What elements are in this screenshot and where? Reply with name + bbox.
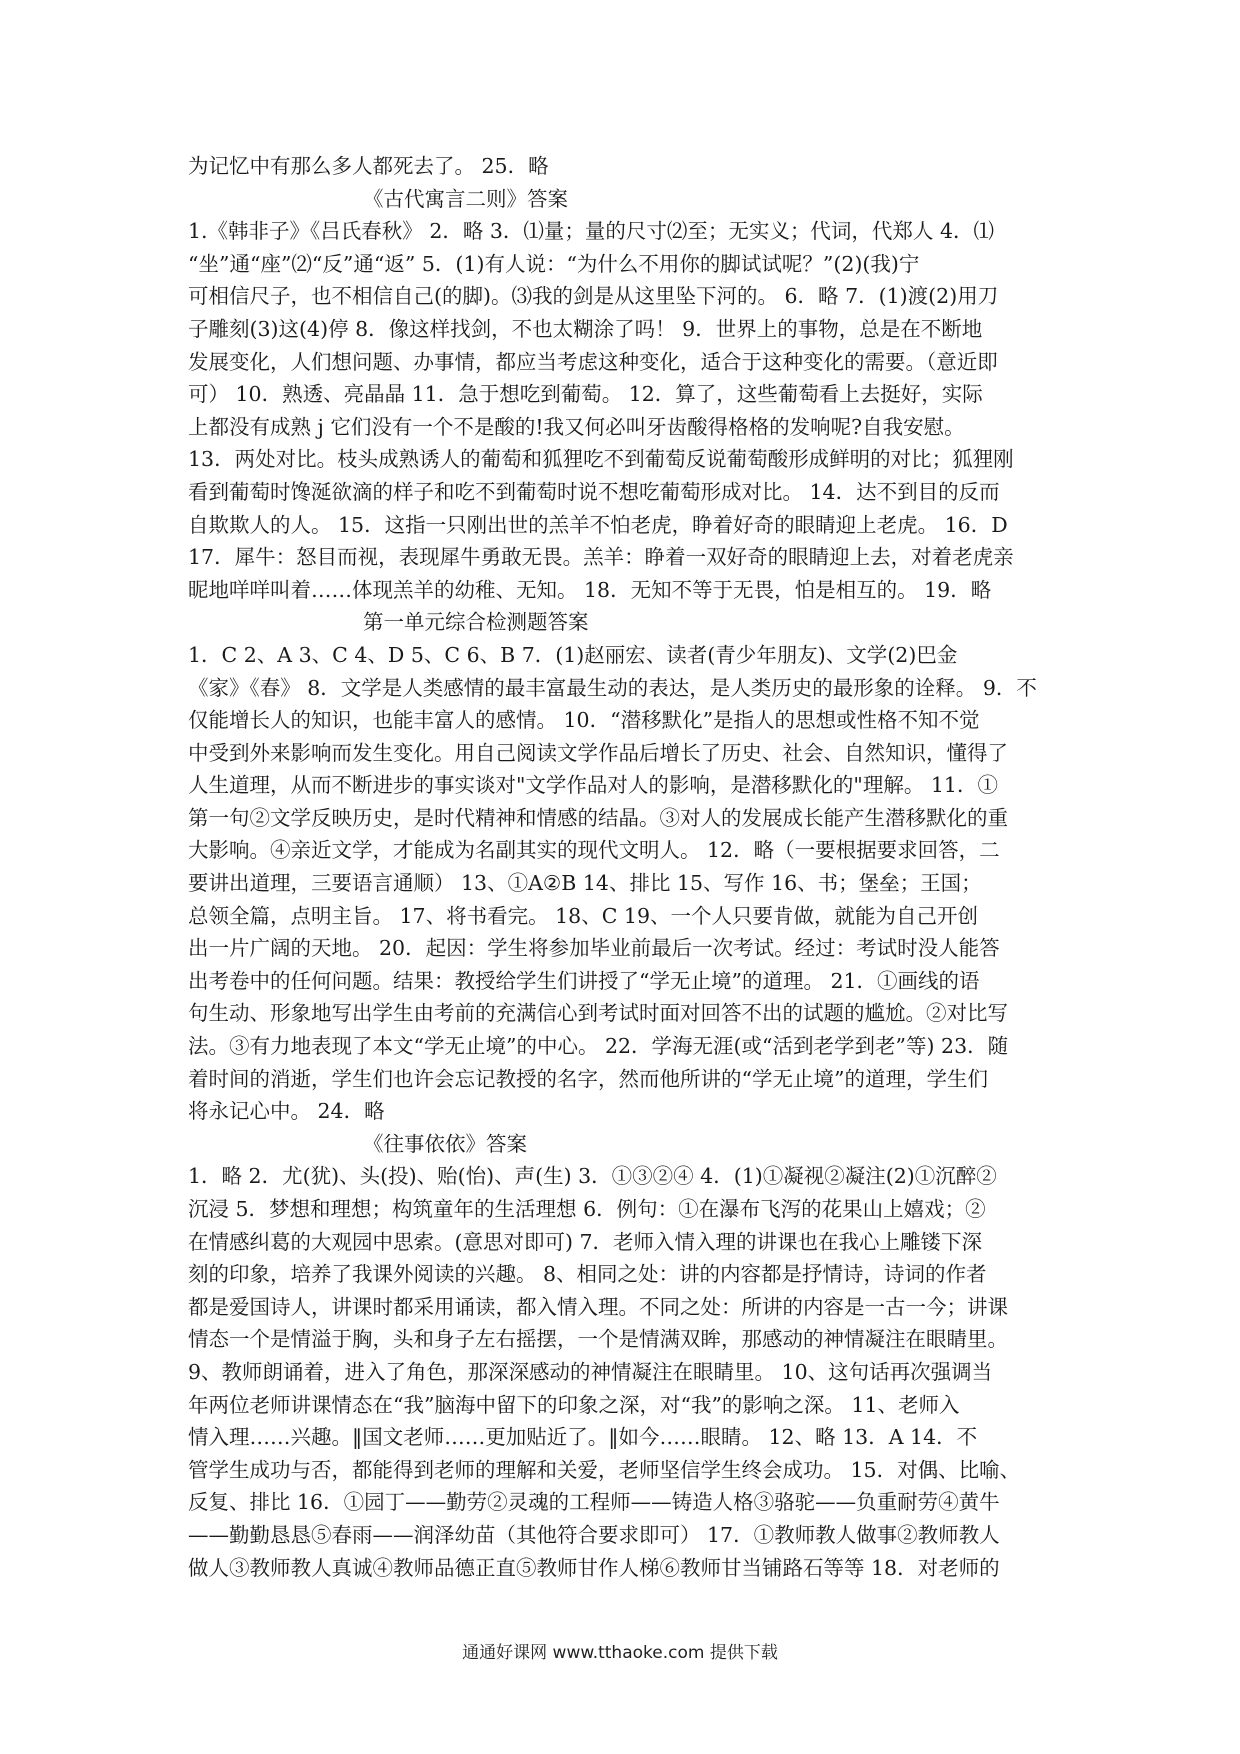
text-line: 反复、排比 16．①园丁——勤劳②灵魂的工程师——铸造人格③骆驼——负重耐劳④黄牛 (188, 1490, 1000, 1515)
text-line: 为记忆中有那么多人都死去了。 25．略 (188, 154, 549, 178)
text-line: 年两位老师讲课情态在“我”脑海中留下的印象之深，对“我”的影响之深。 11、老师入 (188, 1392, 960, 1417)
text-line: 1．略 2．尤(犹)、头(投)、贻(怡)、声(生) 3．①③②④ 4．(1)①凝视②凝注(2)①沉醉② (188, 1164, 997, 1189)
text-line: 9、教师朗诵着，进入了角色，那深深感动的神情凝注在眼睛里。 10、这句话再次强调当 (188, 1359, 993, 1384)
text-line: 第一句②文学反映历史，是时代精神和情感的结晶。③对人的发展成长能产生潜移默化的重 (188, 805, 1008, 830)
text-line: 人生道理，从而不断进步的事实谈对"文学作品对人的影响，是潜移默化的"理解。 11．① (188, 773, 998, 798)
text-line: 出一片广阔的天地。 20．起因：学生将参加毕业前最后一次考试。经过：考试时没人能答 (188, 936, 1000, 961)
text-line: 中受到外来影响而发生变化。用自己阅读文学作品后增长了历史、社会、自然知识，懂得了 (188, 740, 1008, 765)
text-line: 情入理……兴趣。‖国文老师……更加贴近了。‖如今……眼睛。 12、略 13．A 14．不 (188, 1425, 978, 1450)
text-line: 昵地咩咩叫着……体现羔羊的幼稚、无知。 18．无知不等于无畏，怕是相互的。 19．略 (188, 577, 992, 602)
text-line: 《家》《春》 8．文学是人类感情的最丰富最生动的表达，是人类历史的最形象的诠释。 9．不 (188, 675, 1037, 700)
text-line: 情态一个是情溢于胸，头和身子左右摇摆，一个是情满双眸，那感动的神情凝注在眼睛里。 (188, 1327, 1008, 1352)
text-line: 着时间的消逝，学生们也许会忘记教授的名字，然而他所讲的“学无止境”的道理，学生们 (188, 1066, 988, 1091)
section-heading: 第一单元综合检测题答案 (363, 610, 589, 635)
text-line: 上都没有成熟 j 它们没有一个不是酸的!我又何必叫牙齿酸得格格的发响呢?自我安慰。 (188, 414, 965, 439)
text-line: 出考卷中的任何问题。结果：教授给学生们讲授了“学无止境”的道理。 21．①画线的语 (188, 968, 980, 993)
text-line: 大影响。④亲近文学，才能成为名副其实的现代文明人。 12．略（一要根据要求回答，二 (188, 838, 1000, 863)
text-line: 在情感纠葛的大观园中思索。(意思对即可) 7．老师入情入理的讲课也在我心上雕镂下深 (188, 1229, 983, 1254)
text-line: 仅能增长人的知识，也能丰富人的感情。 10．“潜移默化”是指人的思想或性格不知不觉 (188, 708, 980, 733)
text-line: 都是爱国诗人，讲课时都采用诵读，都入情入理。不同之处：所讲的内容是一古一今；讲课 (188, 1294, 1008, 1319)
text-line: 子雕刻(3)这(4)停 8．像这样找剑，不也太糊涂了吗！ 9．世界上的事物，总是在不断地 (188, 316, 983, 341)
text-line: 自欺欺人的人。 15．这指一只刚出世的羔羊不怕老虎，睁着好奇的眼睛迎上老虎。 16．D (188, 512, 1008, 537)
text-line: 句生动、形象地写出学生由考前的充满信心到考试时面对回答不出的试题的尴尬。②对比写 (188, 1001, 1008, 1026)
text-line: 刻的印象，培养了我课外阅读的兴趣。 8、相同之处：讲的内容都是抒情诗，诗词的作者 (188, 1262, 987, 1287)
text-line: 将永记心中。 24．略 (188, 1099, 385, 1124)
text-line: 13．两处对比。枝头成熟诱人的葡萄和狐狸吃不到葡萄反说葡萄酸形成鲜明的对比；狐狸刚 (188, 447, 1014, 472)
text-line: 1.《韩非子》《吕氏春秋》 2．略 3．⑴量；量的尺寸⑵至；无实义；代词，代郑人 4．⑴ (188, 219, 994, 244)
text-line: 可相信尺子，也不相信自己(的脚)。⑶我的剑是从这里坠下河的。 6．略 7．(1)渡(2)用刀 (188, 284, 999, 309)
footer-credit: 通通好课网 www.tthaoke.com 提供下载 (462, 1643, 778, 1663)
text-line: 1．C 2、A 3、C 4、D 5、C 6、B 7．(1)赵丽宏、读者(青少年朋友)、文学(2)巴金 (188, 642, 958, 667)
text-line: ——勤勤恳恳⑤春雨——润泽幼苗（其他符合要求即可） 17．①教师教人做事②教师教人 (188, 1522, 1000, 1547)
text-line: 沉浸 5．梦想和理想；构筑童年的生活理想 6．例句：①在瀑布飞泻的花果山上嬉戏；② (188, 1197, 986, 1221)
text-line: 管学生成功与否，都能得到老师的理解和关爱，老师坚信学生终会成功。 15．对偶、比喻、 (188, 1457, 1021, 1482)
text-line: 法。③有力地表现了本文“学无止境”的中心。 22．学海无涯(或“活到老学到老”等) 23．随 (188, 1034, 1009, 1059)
text-line: 17．犀牛：怒目而视，表现犀牛勇敢无畏。羔羊：睁着一双好奇的眼睛迎上去，对着老虎亲 (188, 545, 1014, 570)
text-line: 发展变化，人们想问题、办事情，都应当考虑这种变化，适合于这种变化的需要。（意近即 (188, 349, 998, 374)
answer-page (188, 150, 1063, 1584)
text-line: 可） 10．熟透、亮晶晶 11．急于想吃到葡萄。 12．算了，这些葡萄看上去挺好，实际 (188, 382, 983, 407)
text-line: 看到葡萄时馋涎欲滴的样子和吃不到葡萄时说不想吃葡萄形成对比。 14．达不到目的反而 (188, 479, 1000, 504)
section-heading: 《往事依依》答案 (363, 1131, 527, 1156)
text-line: 总领全篇，点明主旨。 17、将书看完。 18、C 19、一个人只要肯做，就能为自己开创 (188, 903, 978, 928)
section-heading: 《古代寓言二则》答案 (363, 186, 568, 211)
text-line: 做人③教师教人真诚④教师品德正直⑤教师甘作人梯⑥教师甘当铺路石等等 18．对老师的 (188, 1555, 1000, 1580)
text-line: 要讲出道理，三要语言通顺） 13、①A②B 14、排比 15、写作 16、书；堡垒；王国； (188, 871, 982, 896)
text-line: “坐”通“座”⑵“反”通“返” 5．(1)有人说：“为什么不用你的脚试试呢？”(2)(我)宁 (188, 251, 920, 276)
